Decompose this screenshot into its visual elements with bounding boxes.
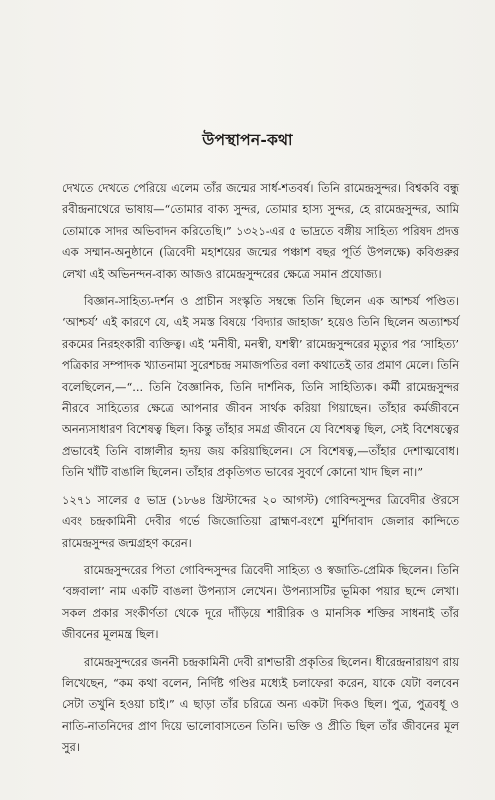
paragraph-5: রামেন্দ্রসুন্দরের জননী চন্দ্রকামিনী দেবী রাশভারী প্রকৃতির ছিলেন। ধীরেন্দ্রনারায়ণ রায় লিখেছেন, “কম কথা বলেন, নির্দিষ্ট গণ্ডির মধ্যেই চলাফেরা করেন, যাকে যেটা বলবেন সেটা তখুনি হওয়া চাই।” এ ছাড়া তাঁর চরিত্রে অন্য একটা দিকও ছিল। পুত্র, পুত্রবধূ ও নাতি-নাতনিদের প্রাণ দিয়ে ভালোবাসতেন তিনি। ভক্তি ও প্রীতি ছিল তাঁর জীবনের মূল সুর।	[62, 654, 459, 755]
paragraph-3: ১২৭১ সালের ৫ ভাদ্র (১৮৬৪ খ্রিস্টাব্দের ২০ আগস্ট) গোবিন্দসুন্দর ত্রিবেদীর ঔরসে এবং চন্দ্রকামিনী দেবীর গর্ভে জিজোতিয়া ব্রাহ্মণ-বংশে মুর্শিদাবাদ জেলার কান্দিতে রামেন্দ্রসুন্দর জন্মগ্রহণ করেন।	[62, 492, 459, 550]
paragraph-1: দেখতে দেখতে পেরিয়ে এলেম তাঁর জন্মের সার্ধ-শতবর্ষ। তিনি রামেন্দ্রসুন্দর। বিশ্বকবি বন্ধু রবীন্দ্রনাথেরে ভাষায়—“তোমার বাক্য সুন্দর, তোমার হাস্য সুন্দর, হে রামেন্দ্রসুন্দর, আমি তোমাকে সাদর অভিবাদন করিতেছি।” ১৩২১-এর ৫ ভাদ্রতে বঙ্গীয় সাহিত্য পরিষদ প্রদত্ত এক সম্মান-অনুষ্ঠানে (ত্রিবেদী মহাশয়ের জন্মের পঞ্চাশ বছর পূর্তি উপলক্ষে) কবিগুরুর লেখা এই অভিনন্দন-বাক্য আজও রামেন্দ্রসুন্দরের ক্ষেত্রে সমান প্রযোজ্য।	[62, 181, 459, 281]
paragraph-2: বিজ্ঞান-সাহিত্য-দর্শন ও প্রাচীন সংস্কৃতি সম্বন্ধে তিনি ছিলেন এক আশ্চর্য পণ্ডিত। ‘আশ্চর্য’ এই কারণে যে, এই সমস্ত বিষয়ে ‘বিদ্যার জাহাজ’ হয়েও তিনি ছিলেন অত্যাশ্চর্য রকমের নিরহংকারী ব্যক্তিত্ব। এই ‘মনীষী, মনস্বী, যশস্বী’ রামেন্দ্রসুন্দরের মৃত্যুর পর ‘সাহিত্য’ পত্রিকার সম্পাদক খ্যাতনামা সুরেশচন্দ্র সমাজপতির বলা কথাতেই তার প্রমাণ মেলে। তিনি বলেছিলেন,—“... তিনি বৈজ্ঞানিক, তিনি দার্শনিক, তিনি সাহিত্যিক। কর্মী রামেন্দ্রসুন্দর নীরবে সাহিত্যের ক্ষেত্রে আপনার জীবন সার্থক করিয়া গিয়াছেন। তাঁহার কর্মজীবনে অনন্যসাধারণ বিশেষত্ব ছিল। কিন্তু তাঁহার সমগ্র জীবনে যে বিশেষত্ব ছিল, সেই বিশেষত্বের প্রভাবেই তিনি বাঙ্গালীর হৃদয় জয় করিয়াছিলেন। সে বিশেষত্ব,—তাঁহার দেশাত্মবোধ। তিনি খাঁটি বাঙালি ছিলেন। তাঁহার প্রকৃতিগত ভাবের সুবর্ণে কোনো খাদ ছিল না।”	[62, 294, 459, 480]
body-text	[62, 178, 459, 759]
chapter-title: উপস্থাপন-কথা	[202, 130, 293, 149]
paragraph-4: রামেন্দ্রসুন্দরের পিতা গোবিন্দসুন্দর ত্রিবেদী সাহিত্য ও স্বজাতি-প্রেমিক ছিলেন। তিনি ‘বঙ্গবালা’ নাম একটি বাঙলা উপন্যাস লেখেন। উপন্যাসটির ভূমিকা পয়ার ছন্দে লেখা। সকল প্রকার সংকীর্ণতা থেকে দূরে দাঁড়িয়ে শারীরিক ও মানসিক শক্তির সাধনাই তাঁর জীবনের মূলমন্ত্র ছিল।	[62, 562, 459, 642]
